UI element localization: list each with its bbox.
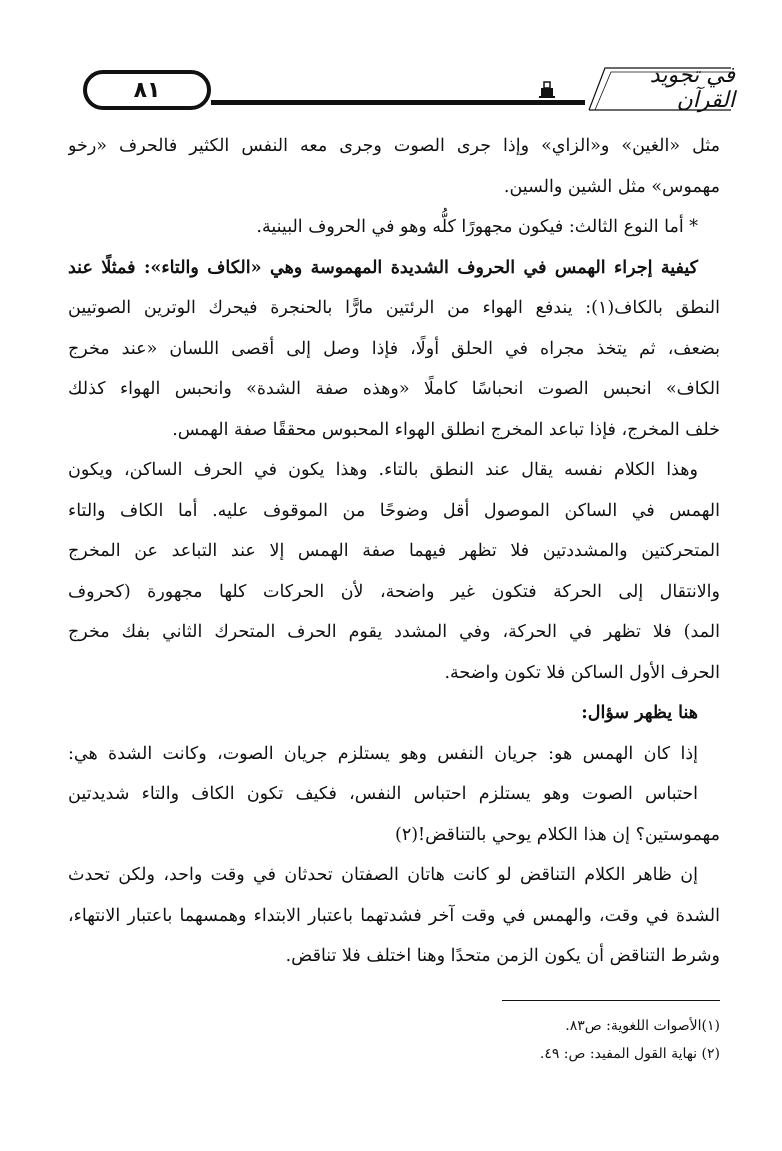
- footnote: (١)الأصوات اللغوية: ص٨٣.: [565, 1018, 720, 1034]
- text-line: مهموستين؟ إن هذا الكلام يوحي بالتناقض!(٢): [394, 824, 720, 845]
- text-line: الحرف الأول الساكن فلا تكون واضحة.: [444, 662, 720, 683]
- text-line: خلف المخرج، فإذا تباعد المخرج انطلق الهواء المحبوس محققًا صفة الهمس.: [172, 419, 720, 440]
- text-line: كيفية إجراء الهمس في الحروف الشديدة المهموسة وهي «الكاف والتاء»: فمثلًا عند: [68, 257, 698, 278]
- footnote: (٢) نهاية القول المفيد: ص: ٤٩.: [539, 1046, 720, 1062]
- text-line: * أما النوع الثالث: فيكون مجهورًا كلُّه وهو في الحروف البينية.: [256, 217, 698, 237]
- text-line: الهمس في الساكن الموصول أقل وضوحًا من الموقوف عليه. أما الكاف والتاء: [68, 500, 720, 521]
- text-line: وهذا الكلام نفسه يقال عند النطق بالتاء. وهذا يكون في الحرف الساكن، ويكون: [68, 460, 698, 480]
- text-line: إذا كان الهمس هو: جريان النفس وهو يستلزم جريان الصوت، وكانت الشدة هي:: [68, 743, 698, 764]
- text-line: والانتقال إلى الحركة فتكون غير واضحة، لأن الحركات كلها مجهورة (كحروف: [68, 581, 720, 602]
- text-line: مثل «الغين» و«الزاي» وإذا جرى الصوت وجرى معه النفس الكثير فالحرف «رخو: [68, 136, 720, 156]
- text-line: إن ظاهر الكلام التناقض لو كانت هاتان الصفتان تحدثان في وقت واحد، ولكن تحدث: [68, 865, 698, 885]
- book-title: في تجويد القرآن: [649, 63, 735, 113]
- text-line: احتباس الصوت وهو يستلزم احتباس النفس، فكيف تكون الكاف والتاء شديدتين: [68, 784, 698, 804]
- text-line: بضعف، ثم يتخذ مجراه في الحلق أولًا، فإذا وصل إلى أقصى اللسان «عند مخرج: [68, 338, 720, 359]
- text-line: المد) فلا تظهر في الحركة، وفي المشدد يقوم الحرف المتحرك الثاني بفك مخرج: [68, 622, 720, 642]
- book-stand-icon: [539, 80, 555, 98]
- page-number: ٨١: [133, 77, 161, 103]
- text-line: الكاف» انحبس الصوت انحباسًا كاملًا «وهذه صفة الشدة» وانحبس الهواء كذلك: [68, 379, 720, 399]
- book-title-calligraphy: [585, 62, 735, 114]
- text-line: هنا يظهر سؤال:: [581, 703, 698, 723]
- footnote-rule: [502, 1000, 720, 1001]
- text-line: المتحركتين والمشددتين فلا تظهر فيهما صفة الهمس إلا عند التباعد عن المخرج: [68, 541, 720, 561]
- text-line: الشدة في وقت، والهمس في وقت آخر فشدتهما باعتبار الابتداء وهمسهما باعتبار الانتهاء،: [68, 905, 720, 926]
- footnotes: [68, 1012, 720, 1068]
- header-rule: [211, 100, 585, 105]
- body-text: [68, 126, 720, 977]
- text-line: النطق بالكاف(١): يندفع الهواء من الرئتين مارًّا بالحنجرة فيحرك الوترين الصوتيين: [68, 298, 720, 318]
- text-line: وشرط التناقض أن يكون الزمن متحدًا وهنا اختلف فلا تناقض.: [285, 946, 720, 966]
- page-header: [75, 60, 735, 120]
- page-number-badge: [83, 70, 211, 110]
- text-line: مهموس» مثل الشين والسين.: [503, 176, 720, 197]
